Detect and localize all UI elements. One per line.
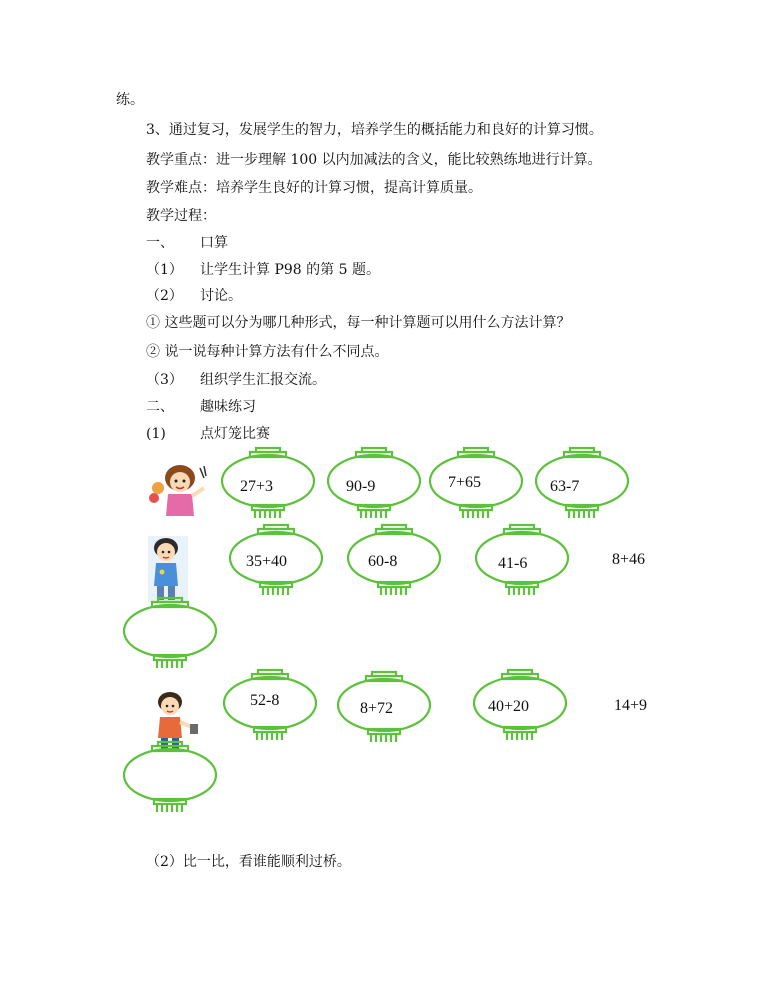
lantern-r3-2-expression: 8+72 (360, 700, 394, 717)
boy-illustration-1 (148, 536, 188, 602)
practice-1-text: 点灯笼比赛 (200, 426, 270, 442)
teaching-difficulty: 教学难点：培养学生良好的计算习惯，提高计算质量。 (146, 180, 482, 196)
lantern-r3-empty (122, 742, 218, 812)
text-line-lian: 练。 (116, 92, 144, 108)
lantern-r1-3-expression: 7+65 (448, 474, 482, 491)
lantern-r2-empty (122, 598, 218, 668)
lantern-r3-3-expression: 40+20 (488, 698, 530, 715)
practice-2-text: （2）比一比，看谁能顺利过桥。 (146, 854, 351, 870)
lantern-r2-3 (474, 525, 570, 595)
lantern-r2-2-expression: 60-8 (368, 553, 398, 570)
practice-1-number: (1) (146, 426, 166, 442)
item-2-text: 讨论。 (200, 288, 242, 304)
item-2-number: （2） (146, 288, 183, 304)
section-2-title: 趣味练习 (200, 399, 256, 415)
lantern-r2-3-expression: 41-6 (498, 555, 528, 572)
lantern-r1-2-expression: 90-9 (346, 478, 376, 495)
lantern-r2-1-expression: 35+40 (246, 553, 288, 570)
section-2-number: 二、 (146, 399, 174, 415)
lantern-r3-3 (472, 670, 568, 740)
row-3-extra-expression: 14+9 (614, 697, 648, 714)
lantern-r1-1 (220, 448, 316, 518)
lantern-r3-2 (336, 672, 432, 742)
row-2-extra-expression: 8+46 (612, 551, 646, 568)
girl-illustration (146, 458, 210, 522)
item-1-text: 让学生计算 P98 的第 5 题。 (200, 262, 380, 278)
lantern-r1-3 (428, 448, 524, 518)
discussion-point-2: ② 说一说每种计算方法有什么不同点。 (146, 344, 389, 360)
lantern-r3-1-expression: 52-8 (250, 692, 280, 709)
objective-3: 3、通过复习，发展学生的智力，培养学生的概括能力和良好的计算习惯。 (146, 122, 603, 138)
item-3-text: 组织学生汇报交流。 (200, 372, 326, 388)
section-1-number: 一、 (146, 235, 174, 251)
item-3-number: （3） (146, 372, 183, 388)
teaching-focus: 教学重点：进一步理解 100 以内加减法的含义，能比较熟练地进行计算。 (146, 152, 602, 168)
lantern-r1-4-expression: 63-7 (550, 478, 580, 495)
lantern-r3-1 (222, 670, 318, 740)
lantern-r1-4 (534, 448, 630, 518)
lantern-r1-1-expression: 27+3 (240, 478, 274, 495)
item-1-number: （1） (146, 262, 183, 278)
lantern-r1-2 (326, 448, 422, 518)
section-1-title: 口算 (200, 235, 228, 251)
discussion-point-1: ① 这些题可以分为哪几种形式，每一种计算题可以用什么方法计算？ (146, 315, 571, 331)
teaching-process-heading: 教学过程： (146, 208, 216, 224)
lantern-r2-2 (346, 525, 442, 595)
lantern-r2-1 (228, 525, 324, 595)
